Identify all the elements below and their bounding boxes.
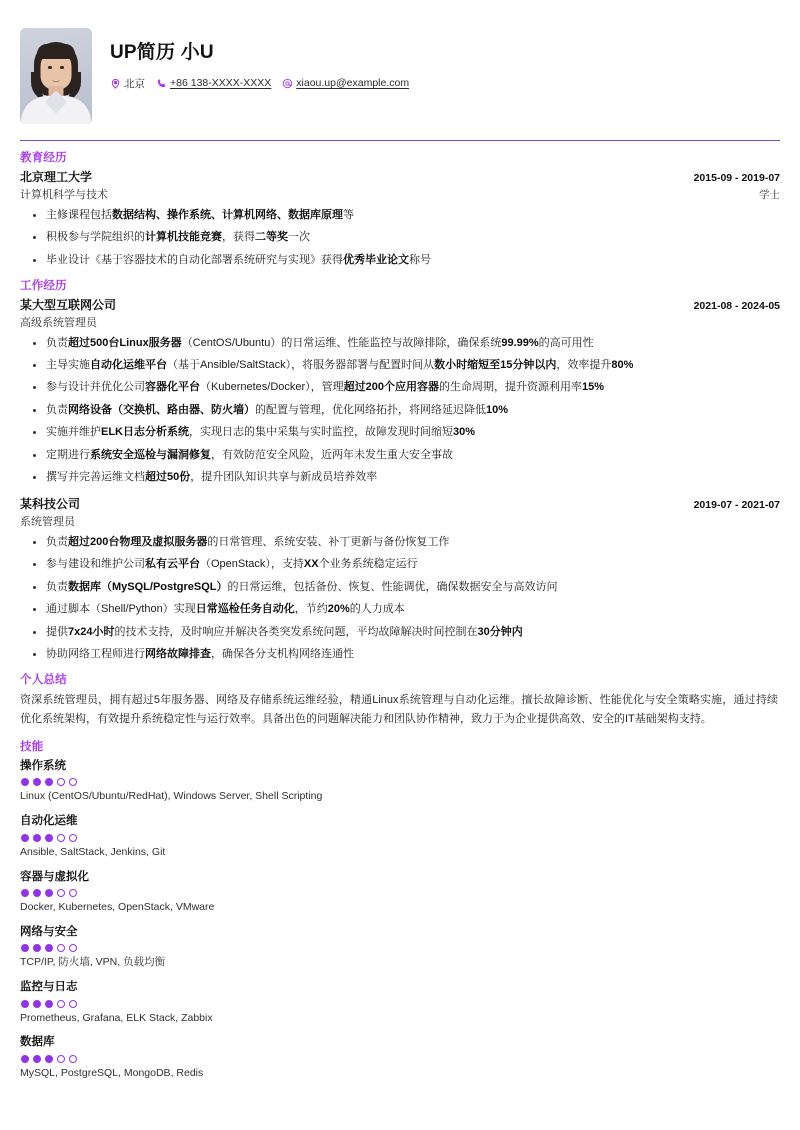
skill-dot-filled — [21, 834, 29, 842]
skill-level-dots — [21, 1000, 780, 1008]
skill-dot-filled — [45, 834, 53, 842]
entry-bullet: 负责超过500台Linux服务器（CentOS/Ubuntu）的日常运维、性能监控与故障排除，确保系统99.99%的高可用性 — [20, 336, 780, 352]
skill-keywords: TCP/IP, 防火墙, VPN, 负载均衡 — [20, 956, 166, 969]
skill-dot-filled — [33, 1000, 41, 1008]
entry-bullet: 参与设计并优化公司容器化平台（Kubernetes/Docker），管理超过200个应用容器的生命周期，提升资源利用率15% — [20, 380, 780, 396]
entry-bullet: 主导实施自动化运维平台（基于Ansible/SaltStack），将服务器部署与配置时间从数小时缩短至15分钟以内，效率提升80% — [20, 358, 780, 374]
skill-dot-filled — [33, 778, 41, 786]
entry-bullet: 提供7x24小时的技术支持，及时响应并解决各类突发系统问题，平均故障解决时间控制在30分钟内 — [20, 625, 780, 641]
skill-keywords: Prometheus, Grafana, ELK Stack, Zabbix — [20, 1011, 213, 1024]
entry-bullet: 主修课程包括数据结构、操作系统、计算机网络、数据库原理等 — [20, 208, 780, 224]
section-education — [18, 150, 782, 269]
entry-date-range: 2019-07 - 2021-07 — [693, 499, 780, 512]
entry-bullet-list — [20, 208, 780, 269]
skill-dot-empty — [69, 1000, 77, 1008]
skill-name: 自动化运维 — [20, 815, 78, 828]
skill-level-dots — [21, 944, 780, 952]
skill-dot-empty — [57, 889, 65, 897]
entry-bullet: 协助网络工程师进行网络故障排查，确保各分支机构网络连通性 — [20, 647, 780, 663]
skill-dot-filled — [21, 889, 29, 897]
section-title-skills: 技能 — [20, 740, 44, 753]
skill-dot-empty — [69, 889, 77, 897]
skill-keywords: Ansible, SaltStack, Jenkins, Git — [20, 845, 166, 858]
skill-keywords: MySQL, PostgreSQL, MongoDB, Redis — [20, 1066, 204, 1079]
skill-keywords: Linux (CentOS/Ubuntu/RedHat), Windows Server, Shell Scripting — [20, 790, 323, 803]
location-pin-icon — [110, 78, 121, 89]
contact-phone[interactable] — [156, 77, 271, 89]
skill-dot-empty — [57, 778, 65, 786]
header-text-block — [110, 28, 778, 91]
contact-email-text: xiaou.up@example.com — [296, 77, 410, 90]
skill-dot-filled — [45, 889, 53, 897]
entry-header-row — [20, 495, 780, 514]
experience-entry — [20, 495, 780, 663]
page-title: UP简历 小U — [110, 42, 214, 63]
contact-list — [110, 76, 778, 91]
header-divider — [20, 140, 780, 141]
entry-bullet: 负责网络设备（交换机、路由器、防火墙）的配置与管理，优化网络拓扑，将网络延迟降低10% — [20, 403, 780, 419]
section-title-work: 工作经历 — [20, 279, 67, 292]
skill-dot-empty — [57, 1000, 65, 1008]
skill-name: 操作系统 — [20, 759, 66, 772]
skill-item — [20, 1033, 780, 1081]
skill-dot-filled — [33, 1055, 41, 1063]
entry-bullet: 撰写并完善运维文档超过50份，提升团队知识共享与新成员培养效率 — [20, 470, 780, 486]
experience-entry — [20, 296, 780, 486]
skill-item — [20, 868, 780, 916]
section-summary — [18, 672, 782, 730]
entry-bullet: 参与建设和维护公司私有云平台（OpenStack），支持XX个业务系统稳定运行 — [20, 557, 780, 573]
skill-dot-empty — [57, 944, 65, 952]
entry-bullet: 负责超过200台物理及虚拟服务器的日常管理、系统安装、补丁更新与备份恢复工作 — [20, 535, 780, 551]
entry-degree: 学士 — [759, 188, 780, 201]
entry-role: 系统管理员 — [20, 515, 75, 528]
entry-bullet: 通过脚本（Shell/Python）实现日常巡检任务自动化，节约20%的人力成本 — [20, 602, 780, 618]
skill-dot-filled — [45, 1055, 53, 1063]
skill-level-dots — [21, 889, 780, 897]
skill-item — [20, 978, 780, 1026]
skill-dot-filled — [21, 944, 29, 952]
entry-date-range: 2015-09 - 2019-07 — [693, 172, 780, 185]
phone-icon — [156, 78, 167, 89]
entry-header-row — [20, 168, 780, 187]
entry-bullet: 负责数据库（MySQL/PostgreSQL）的日常运维，包括备份、恢复、性能调优，确保数据安全与高效访问 — [20, 580, 780, 596]
contact-phone-text: +86 138-XXXX-XXXX — [170, 77, 272, 90]
section-title-education: 教育经历 — [20, 152, 67, 164]
skill-item — [20, 812, 780, 860]
skill-dot-filled — [33, 944, 41, 952]
skill-dot-empty — [57, 834, 65, 842]
skill-dot-empty — [69, 778, 77, 786]
entry-organization: 某科技公司 — [20, 497, 81, 512]
entry-organization: 北京理工大学 — [20, 170, 93, 185]
section-work — [18, 278, 782, 663]
skill-level-dots — [21, 834, 780, 842]
skill-dot-filled — [45, 944, 53, 952]
skill-dot-filled — [21, 1000, 29, 1008]
skill-keywords: Docker, Kubernetes, OpenStack, VMware — [20, 901, 215, 914]
entry-subheader-row — [20, 187, 780, 204]
skill-level-dots — [21, 778, 780, 786]
skill-dot-filled — [21, 1055, 29, 1063]
avatar — [20, 28, 92, 124]
email-at-icon — [282, 78, 293, 89]
skill-dot-filled — [33, 889, 41, 897]
skill-name: 网络与安全 — [20, 925, 78, 938]
contact-email[interactable] — [282, 77, 409, 89]
entry-role: 计算机科学与技术 — [20, 188, 108, 201]
contact-location-text: 北京 — [124, 77, 145, 90]
skill-dot-empty — [69, 1055, 77, 1063]
entry-date-range: 2021-08 - 2024-05 — [693, 299, 780, 312]
skill-name: 容器与虚拟化 — [20, 870, 89, 883]
skill-dot-empty — [69, 834, 77, 842]
experience-entry — [20, 168, 780, 268]
skill-dot-empty — [57, 1055, 65, 1063]
education-entries — [20, 168, 780, 268]
contact-location — [110, 76, 145, 91]
entry-bullet-list — [20, 535, 780, 663]
summary-text: 资深系统管理员，拥有超过5年服务器、网络及存储系统运维经验，精通Linux系统管理与自动化运维。擅长故障诊断、性能优化与安全策略实施，通过持续优化系统架构，有效提升系统稳定性与运行效率。具备出色的问题解决能力和团队协作精神，致力于为企业提供高效、安全的IT基础架构支持。 — [20, 694, 778, 726]
skill-dot-filled — [33, 834, 41, 842]
entry-bullet: 定期进行系统安全巡检与漏洞修复，有效防范安全风险，近两年未发生重大安全事故 — [20, 448, 780, 464]
skill-item — [20, 757, 780, 805]
skills-list — [20, 757, 780, 1082]
section-skills — [18, 739, 782, 1082]
entry-bullet: 毕业设计《基于容器技术的自动化部署系统研究与实现》获得优秀毕业论文称号 — [20, 253, 780, 269]
entry-role: 高级系统管理员 — [20, 316, 97, 329]
entry-subheader-row — [20, 514, 780, 531]
entry-header-row — [20, 296, 780, 315]
skill-item — [20, 923, 780, 971]
entry-bullet-list — [20, 336, 780, 487]
entry-bullet: 实施并维护ELK日志分析系统，实现日志的集中采集与实时监控，故障发现时间缩短30% — [20, 425, 780, 441]
skill-name: 监控与日志 — [20, 981, 78, 994]
skill-dot-filled — [45, 778, 53, 786]
resume-header — [18, 28, 782, 124]
skill-level-dots — [21, 1055, 780, 1063]
skill-dot-filled — [45, 1000, 53, 1008]
entry-subheader-row — [20, 315, 780, 332]
entry-bullet: 积极参与学院组织的计算机技能竞赛，获得二等奖一次 — [20, 230, 780, 246]
skill-dot-empty — [69, 944, 77, 952]
entry-organization: 某大型互联网公司 — [20, 297, 117, 312]
skill-name: 数据库 — [20, 1036, 55, 1049]
work-entries — [20, 296, 780, 663]
skill-dot-filled — [21, 778, 29, 786]
section-title-summary: 个人总结 — [20, 673, 67, 686]
